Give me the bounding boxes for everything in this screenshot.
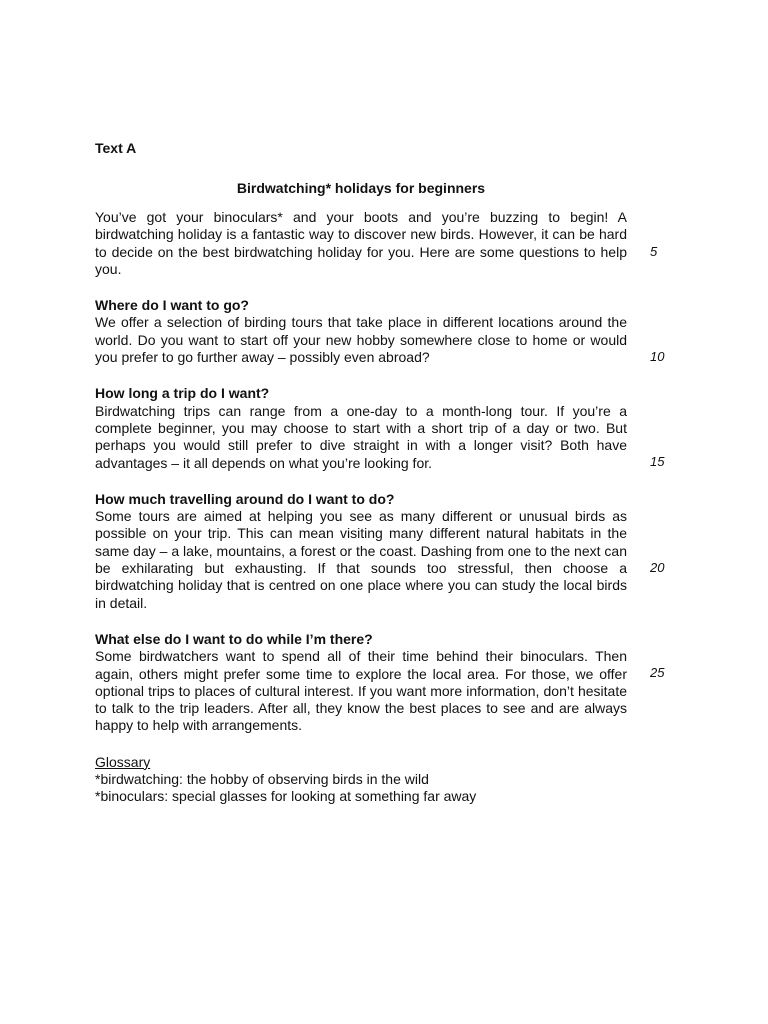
section-body: Some tours are aimed at helping you see as many different or unusual birds as possible on your trip. This can mean visiting many different natural habitats in the same day – a lake, mountains, a forest or the coast. Dashing from one to the next can be exhilarating but exhausting. If that sounds too stressful, then choose a birdwatching holiday that is centred on one place where you can study the local birds in detail. (95, 508, 627, 611)
section-what-else (95, 630, 665, 735)
line-number-10: 10 (650, 349, 665, 365)
line-number-25: 25 (650, 664, 665, 680)
section-how-long (95, 385, 665, 471)
section-heading: How long a trip do I want? (95, 385, 270, 402)
section-body: Birdwatching trips can range from a one-day to a month-long tour. If you’re a complete beginner, you may choose to start with a short trip of a day or two. But perhaps you would still prefer to dive straight in with a longer visit? Both have advantages – it all depends on what you’re looking for. (95, 402, 627, 471)
line-number-5: 5 (650, 244, 658, 259)
section-travelling (95, 490, 665, 612)
glossary-item-binoculars: *binoculars: special glasses for looking at something far away (95, 788, 477, 805)
glossary-item-birdwatching: *birdwatching: the hobby of observing birds in the wild (95, 771, 429, 788)
section-heading: How much travelling around do I want to do? (95, 490, 395, 507)
section-where (95, 297, 665, 366)
intro-block (95, 209, 658, 278)
intro-paragraph: You’ve got your binoculars* and your boots and you’re buzzing to begin! A birdwatching holiday is a fantastic way to discover new birds. However, it can be hard to decide on the best birdwatching holiday for you. Here are some questions to help you. (95, 209, 627, 277)
glossary-title: Glossary (95, 753, 151, 770)
section-heading: What else do I want to do while I’m there? (95, 630, 373, 647)
document-page (95, 138, 665, 806)
text-label: Text A (95, 140, 137, 156)
glossary (95, 754, 627, 806)
article-title: Birdwatching* holidays for beginners (236, 180, 486, 196)
section-body: We offer a selection of birding tours that take place in different locations around the world. Do you want to start off your new hobby somewhere close to home or would you prefer to go further away – possibly even abroad? (95, 314, 627, 366)
line-number-20: 20 (650, 559, 665, 575)
line-number-15: 15 (650, 454, 665, 470)
section-body: Some birdwatchers want to spend all of their time behind their binoculars. Then again, others might prefer some time to explore the local area. For those, we offer optional trips to places of cultural interest. If you want more information, don’t hesitate to talk to the trip leaders. After all, they know the best places to see and are always happy to help with arrangements. (95, 648, 627, 734)
section-heading: Where do I want to go? (95, 297, 249, 314)
